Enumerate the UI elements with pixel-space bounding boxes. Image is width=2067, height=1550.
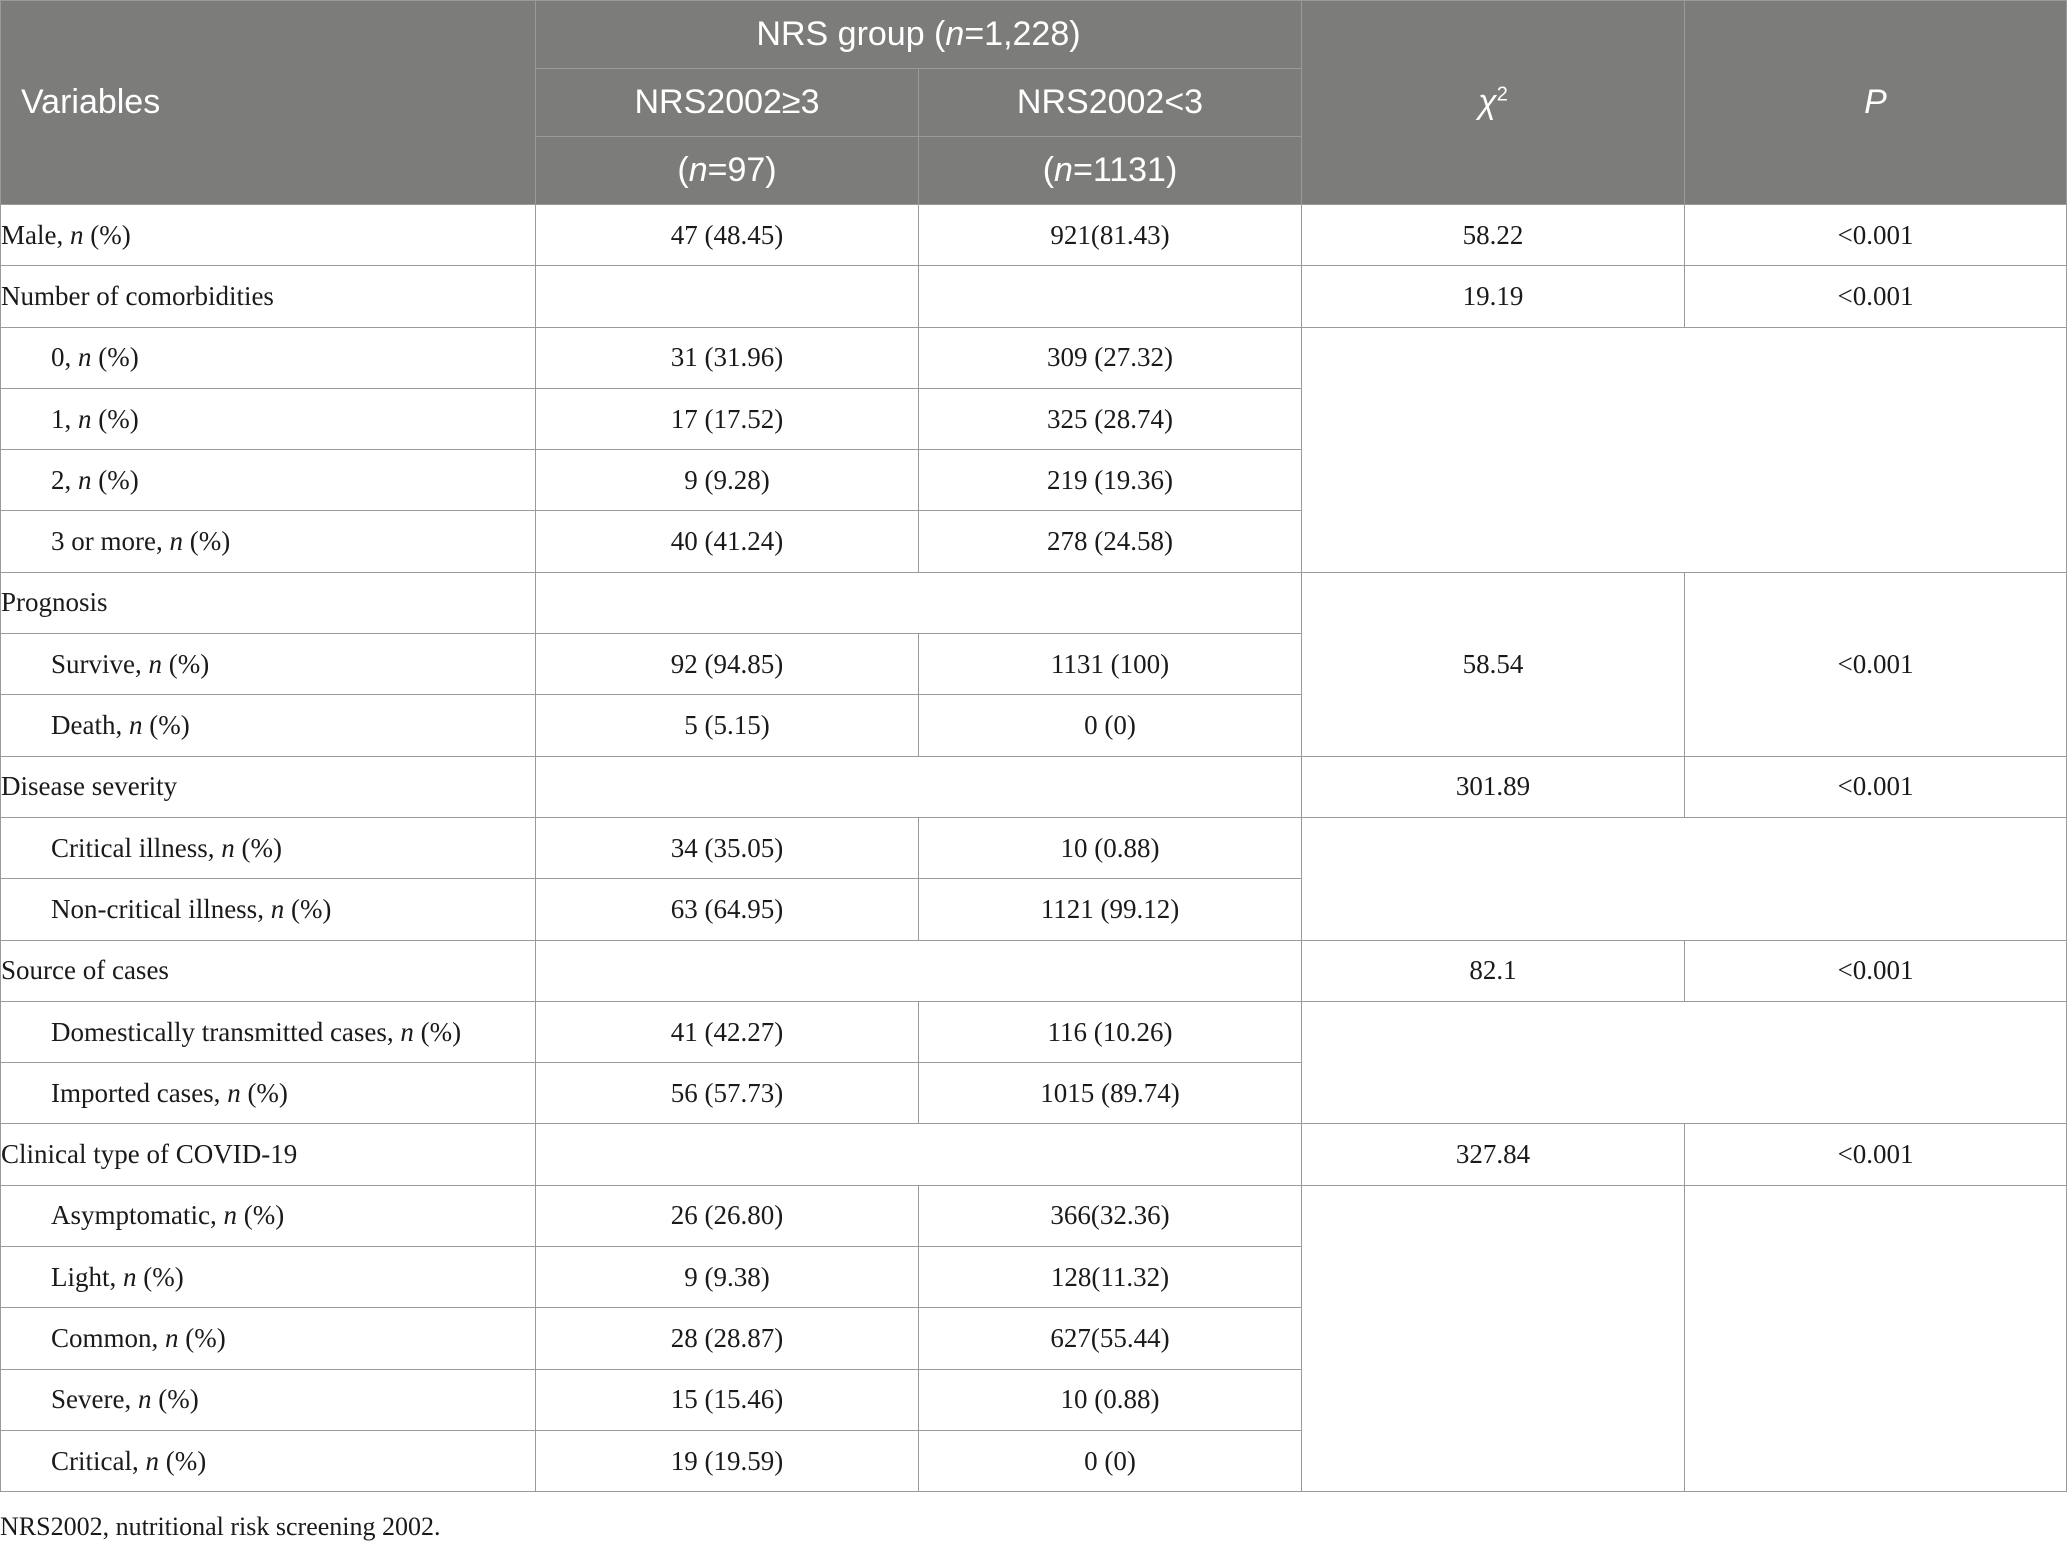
cell-p-value: <0.001: [1685, 266, 2067, 327]
cell-nrs-high: 9 (9.28): [536, 450, 919, 511]
cell-nrs-high: 34 (35.05): [536, 817, 919, 878]
table-row: [1, 327, 2067, 388]
cell-nrs-high: 17 (17.52): [536, 388, 919, 449]
row-label: Prognosis: [1, 572, 536, 633]
row-label: Survive, n (%): [1, 634, 536, 695]
cell-nrs-high: 47 (48.45): [536, 205, 919, 266]
stat-blank-cell: [1302, 327, 2067, 572]
cell-p-value: <0.001: [1685, 940, 2067, 1001]
table-row: [1, 205, 2067, 266]
cell-p-value: <0.001: [1685, 205, 2067, 266]
cell-chi-square: 82.1: [1302, 940, 1685, 1001]
cell-nrs-low: 219 (19.36): [919, 450, 1302, 511]
cell-nrs-low: 116 (10.26): [919, 1001, 1302, 1062]
cell-nrs-low: [919, 266, 1302, 327]
group-blank-cell: [536, 572, 1302, 633]
cell-nrs-low: 325 (28.74): [919, 388, 1302, 449]
cell-chi-square: 19.19: [1302, 266, 1685, 327]
cell-nrs-high: 19 (19.59): [536, 1430, 919, 1491]
cell-nrs-high: 63 (64.95): [536, 879, 919, 940]
table-row: [1, 266, 2067, 327]
table-header: [1, 1, 2067, 205]
cell-nrs-low: 1015 (89.74): [919, 1063, 1302, 1124]
cell-p-value: <0.001: [1685, 572, 2067, 756]
cell-nrs-low: 278 (24.58): [919, 511, 1302, 572]
table-row: [1, 756, 2067, 817]
table-row: [1, 1001, 2067, 1062]
table-row: [1, 940, 2067, 1001]
cell-nrs-high: 92 (94.85): [536, 634, 919, 695]
cell-nrs-low: 309 (27.32): [919, 327, 1302, 388]
cell-nrs-high: 5 (5.15): [536, 695, 919, 756]
header-nrs-high-n: (n=97): [536, 137, 919, 205]
cell-nrs-high: 15 (15.46): [536, 1369, 919, 1430]
cell-nrs-high: 28 (28.87): [536, 1308, 919, 1369]
cell-nrs-low: 0 (0): [919, 695, 1302, 756]
group-blank-cell: [536, 756, 1302, 817]
cell-chi-square: 58.22: [1302, 205, 1685, 266]
cell-nrs-high: 56 (57.73): [536, 1063, 919, 1124]
row-label: Clinical type of COVID-19: [1, 1124, 536, 1185]
table-row: [1, 1185, 2067, 1246]
cell-nrs-high: 40 (41.24): [536, 511, 919, 572]
cell-nrs-low: 921(81.43): [919, 205, 1302, 266]
row-label: Male, n (%): [1, 205, 536, 266]
row-label: 2, n (%): [1, 450, 536, 511]
cell-nrs-high: 9 (9.38): [536, 1247, 919, 1308]
table-footnote: NRS2002, nutritional risk screening 2002.: [0, 1512, 441, 1541]
row-label: Critical illness, n (%): [1, 817, 536, 878]
row-label: Domestically transmitted cases, n (%): [1, 1001, 536, 1062]
header-variables: Variables: [1, 1, 536, 205]
cell-nrs-high: 31 (31.96): [536, 327, 919, 388]
header-nrs-group: NRS group (n=1,228): [536, 1, 1302, 69]
header-nrs-low-n: (n=1131): [919, 137, 1302, 205]
cell-nrs-high: [536, 266, 919, 327]
row-label: Death, n (%): [1, 695, 536, 756]
row-label: Common, n (%): [1, 1308, 536, 1369]
cell-chi-square: 327.84: [1302, 1124, 1685, 1185]
cell-nrs-low: 0 (0): [919, 1430, 1302, 1491]
row-label: Non-critical illness, n (%): [1, 879, 536, 940]
cell-nrs-low: 10 (0.88): [919, 1369, 1302, 1430]
stat-blank-cell: [1685, 1185, 2067, 1491]
stat-blank-cell: [1302, 817, 2067, 940]
stat-blank-cell: [1302, 1001, 2067, 1124]
cell-p-value: <0.001: [1685, 756, 2067, 817]
row-label: 0, n (%): [1, 327, 536, 388]
table-body: [1, 205, 2067, 1492]
cell-nrs-low: 1121 (99.12): [919, 879, 1302, 940]
cell-p-value: <0.001: [1685, 1124, 2067, 1185]
row-label: Critical, n (%): [1, 1430, 536, 1491]
table-row: [1, 572, 2067, 633]
row-label: Disease severity: [1, 756, 536, 817]
cell-nrs-low: 1131 (100): [919, 634, 1302, 695]
group-blank-cell: [536, 1124, 1302, 1185]
row-label: Severe, n (%): [1, 1369, 536, 1430]
table-row: [1, 1124, 2067, 1185]
row-label: Asymptomatic, n (%): [1, 1185, 536, 1246]
cell-chi-square: 301.89: [1302, 756, 1685, 817]
row-label: Imported cases, n (%): [1, 1063, 536, 1124]
cell-nrs-high: 41 (42.27): [536, 1001, 919, 1062]
row-label: Light, n (%): [1, 1247, 536, 1308]
row-label: Source of cases: [1, 940, 536, 1001]
stat-blank-cell: [1302, 1185, 1685, 1491]
row-label: 1, n (%): [1, 388, 536, 449]
header-nrs-high: NRS2002≥3: [536, 69, 919, 137]
row-label: Number of comorbidities: [1, 266, 536, 327]
cell-chi-square: 58.54: [1302, 572, 1685, 756]
header-p-value: P: [1685, 1, 2067, 205]
row-label: 3 or more, n (%): [1, 511, 536, 572]
header-nrs-low: NRS2002<3: [919, 69, 1302, 137]
group-blank-cell: [536, 940, 1302, 1001]
header-chi-square: $\chi^2$: [1302, 1, 1685, 205]
cell-nrs-low: 627(55.44): [919, 1308, 1302, 1369]
cell-nrs-low: 10 (0.88): [919, 817, 1302, 878]
table-row: [1, 817, 2067, 878]
cell-nrs-low: 128(11.32): [919, 1247, 1302, 1308]
cell-nrs-low: 366(32.36): [919, 1185, 1302, 1246]
cell-nrs-high: 26 (26.80): [536, 1185, 919, 1246]
